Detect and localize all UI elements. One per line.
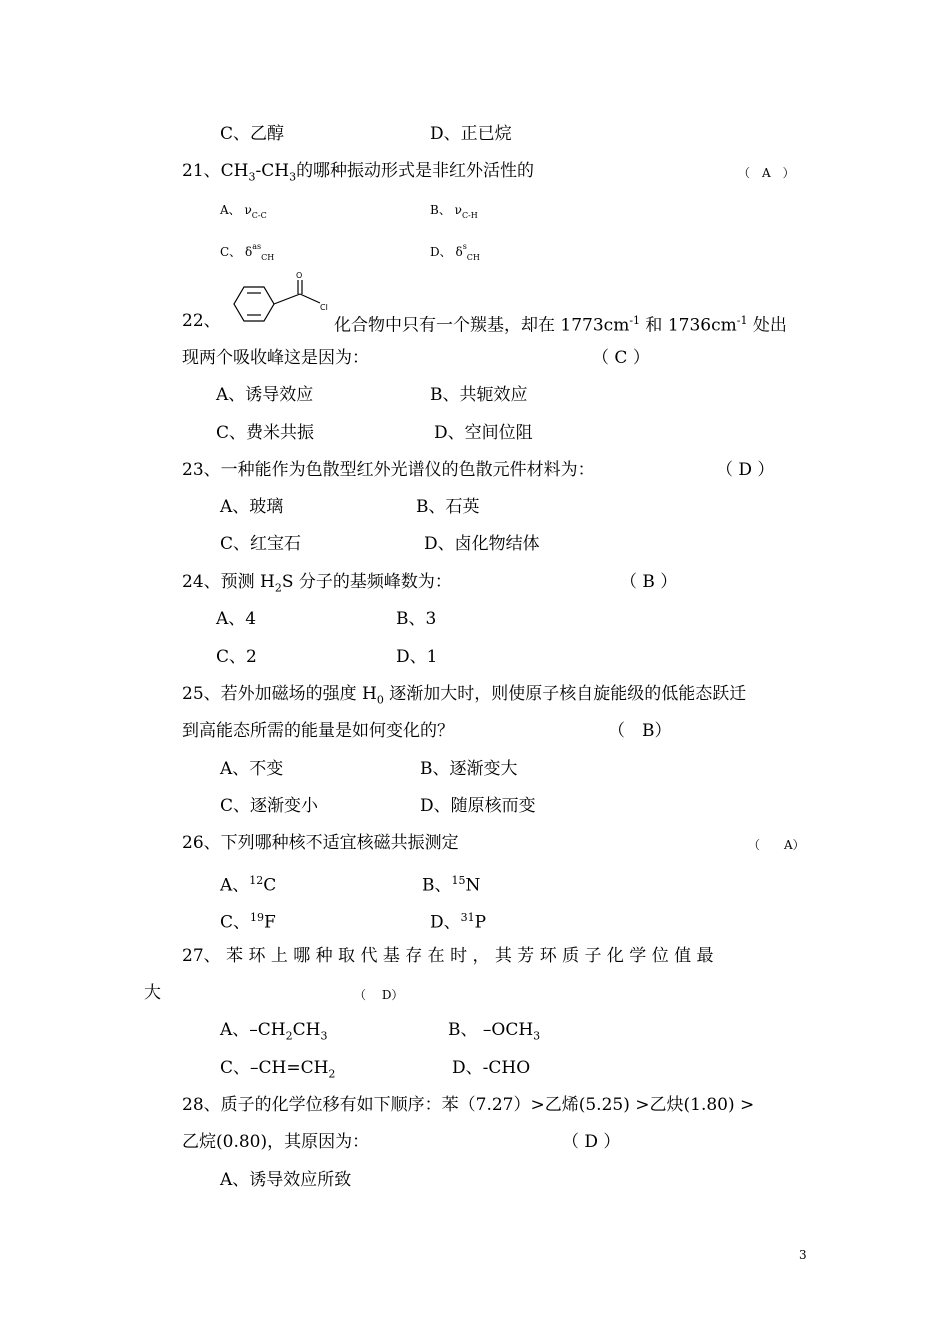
q21-number: 21、 <box>182 161 221 181</box>
q21-formula-part2: -CH <box>255 161 290 181</box>
q25-answer: （ B） <box>608 721 672 741</box>
q22-option-a: A、诱导效应 <box>216 385 314 405</box>
benzoyl-chloride-structure <box>216 270 334 334</box>
q28-stem-line2: 乙烷(0.80)，其原因为： <box>182 1132 370 1152</box>
q21-stem <box>182 160 534 188</box>
q22-option-c: C、费米共振 <box>216 423 315 443</box>
q24-option-b: B、3 <box>396 609 437 629</box>
q26-option-a: A、$^{12}$C <box>220 874 277 896</box>
carbonyl-oxygen-label: O <box>296 271 303 280</box>
q26-option-d: D、$^{31}$P <box>430 911 487 933</box>
q23-stem: 23、一种能作为色散型红外光谱仪的色散元件材料为： <box>182 460 595 480</box>
q20-option-d: D、正已烷 <box>430 124 512 144</box>
q26-answer: （ A） <box>748 838 805 852</box>
q22-option-d: D、空间位阻 <box>434 423 533 443</box>
q21-option-a: A、 $\nu_{C-C}$ <box>220 203 267 220</box>
q27-option-c: C、$-CH=CH_2$ <box>220 1058 336 1081</box>
q24-option-c: C、2 <box>216 647 257 667</box>
q25-option-b: B、逐渐变大 <box>420 759 518 779</box>
q23-option-c: C、红宝石 <box>220 534 302 554</box>
q25-option-c: C、逐渐变小 <box>220 796 319 816</box>
q21-stem-text: 的哪种振动形式是非红外活性的 <box>296 161 535 181</box>
q26-stem: 26、下列哪种核不适宜核磁共振测定 <box>182 833 459 853</box>
q28-option-a: A、诱导效应所致 <box>220 1170 352 1190</box>
q22-answer: （ C ） <box>592 348 650 368</box>
q20-option-c: C、乙醇 <box>220 124 285 144</box>
q21-formula-sub2: 3 <box>289 170 297 184</box>
q21-option-d: D、 $\delta^s_{CH}$ <box>430 242 480 262</box>
q23-option-a: A、玻璃 <box>220 497 284 517</box>
q21-answer: （ A ） <box>738 166 795 180</box>
q25-stem-line2: 到高能态所需的能量是如何变化的？ <box>182 721 454 741</box>
q22-stem-line2: 现两个吸收峰这是因为： <box>182 348 369 368</box>
q23-option-d: D、卤化物结体 <box>424 534 540 554</box>
q24-stem: 24、预测 $H_2S$ 分子的基频峰数为： <box>182 572 452 595</box>
page-number: 3 <box>799 1248 807 1262</box>
q27-option-b: B、 $-OCH_3$ <box>448 1020 541 1043</box>
q21-option-b: B、 $\nu_{C-H}$ <box>430 203 478 220</box>
q23-option-b: B、石英 <box>416 497 480 517</box>
q21-formula-part1: CH <box>220 161 249 181</box>
q27-option-d: D、-CHO <box>452 1058 531 1078</box>
q22-option-b: B、共轭效应 <box>430 385 528 405</box>
q25-option-d: D、随原核而变 <box>420 796 536 816</box>
q28-stem-line1: 28、质子的化学位移有如下顺序：苯（7.27）>乙烯(5.25) >乙炔(1.80) > <box>182 1095 755 1115</box>
q22-stem-line1: 化合物中只有一个羰基，却在 $1773cm^{-1}$ 和 $1736cm^{-1}$ 处出 <box>334 314 787 336</box>
q27-stem-line1: 27、 苯 环 上 哪 种 取 代 基 存 在 时 ， 其 芳 环 质 子 化 学 位 值 最 <box>182 946 714 966</box>
q28-answer: （ D ） <box>562 1132 621 1152</box>
chlorine-label: Cl <box>320 303 328 312</box>
q27-option-a: A、$-CH_2CH_3$ <box>220 1020 328 1043</box>
q24-option-a: A、4 <box>216 609 257 629</box>
q26-option-b: B、$^{15}$N <box>422 874 481 896</box>
q25-stem-line1: 25、若外加磁场的强度 $H_0$ 逐渐加大时，则使原子核自旋能级的低能态跃迁 <box>182 684 747 707</box>
q27-stem-line2: 大 <box>144 983 161 1003</box>
q25-option-a: A、不变 <box>220 759 284 779</box>
q21-option-c: C、 $\delta^{as}_{CH}$ <box>220 242 275 262</box>
q27-answer: （ D） <box>354 988 404 1002</box>
q26-option-c: C、$^{19}$F <box>220 911 276 933</box>
q22-number: 22、 <box>182 311 221 331</box>
q21-formula-sub1: 3 <box>248 170 256 184</box>
q24-option-d: D、1 <box>396 647 438 667</box>
q24-answer: （ B ） <box>620 572 678 592</box>
q23-answer: （ D ） <box>716 460 775 480</box>
